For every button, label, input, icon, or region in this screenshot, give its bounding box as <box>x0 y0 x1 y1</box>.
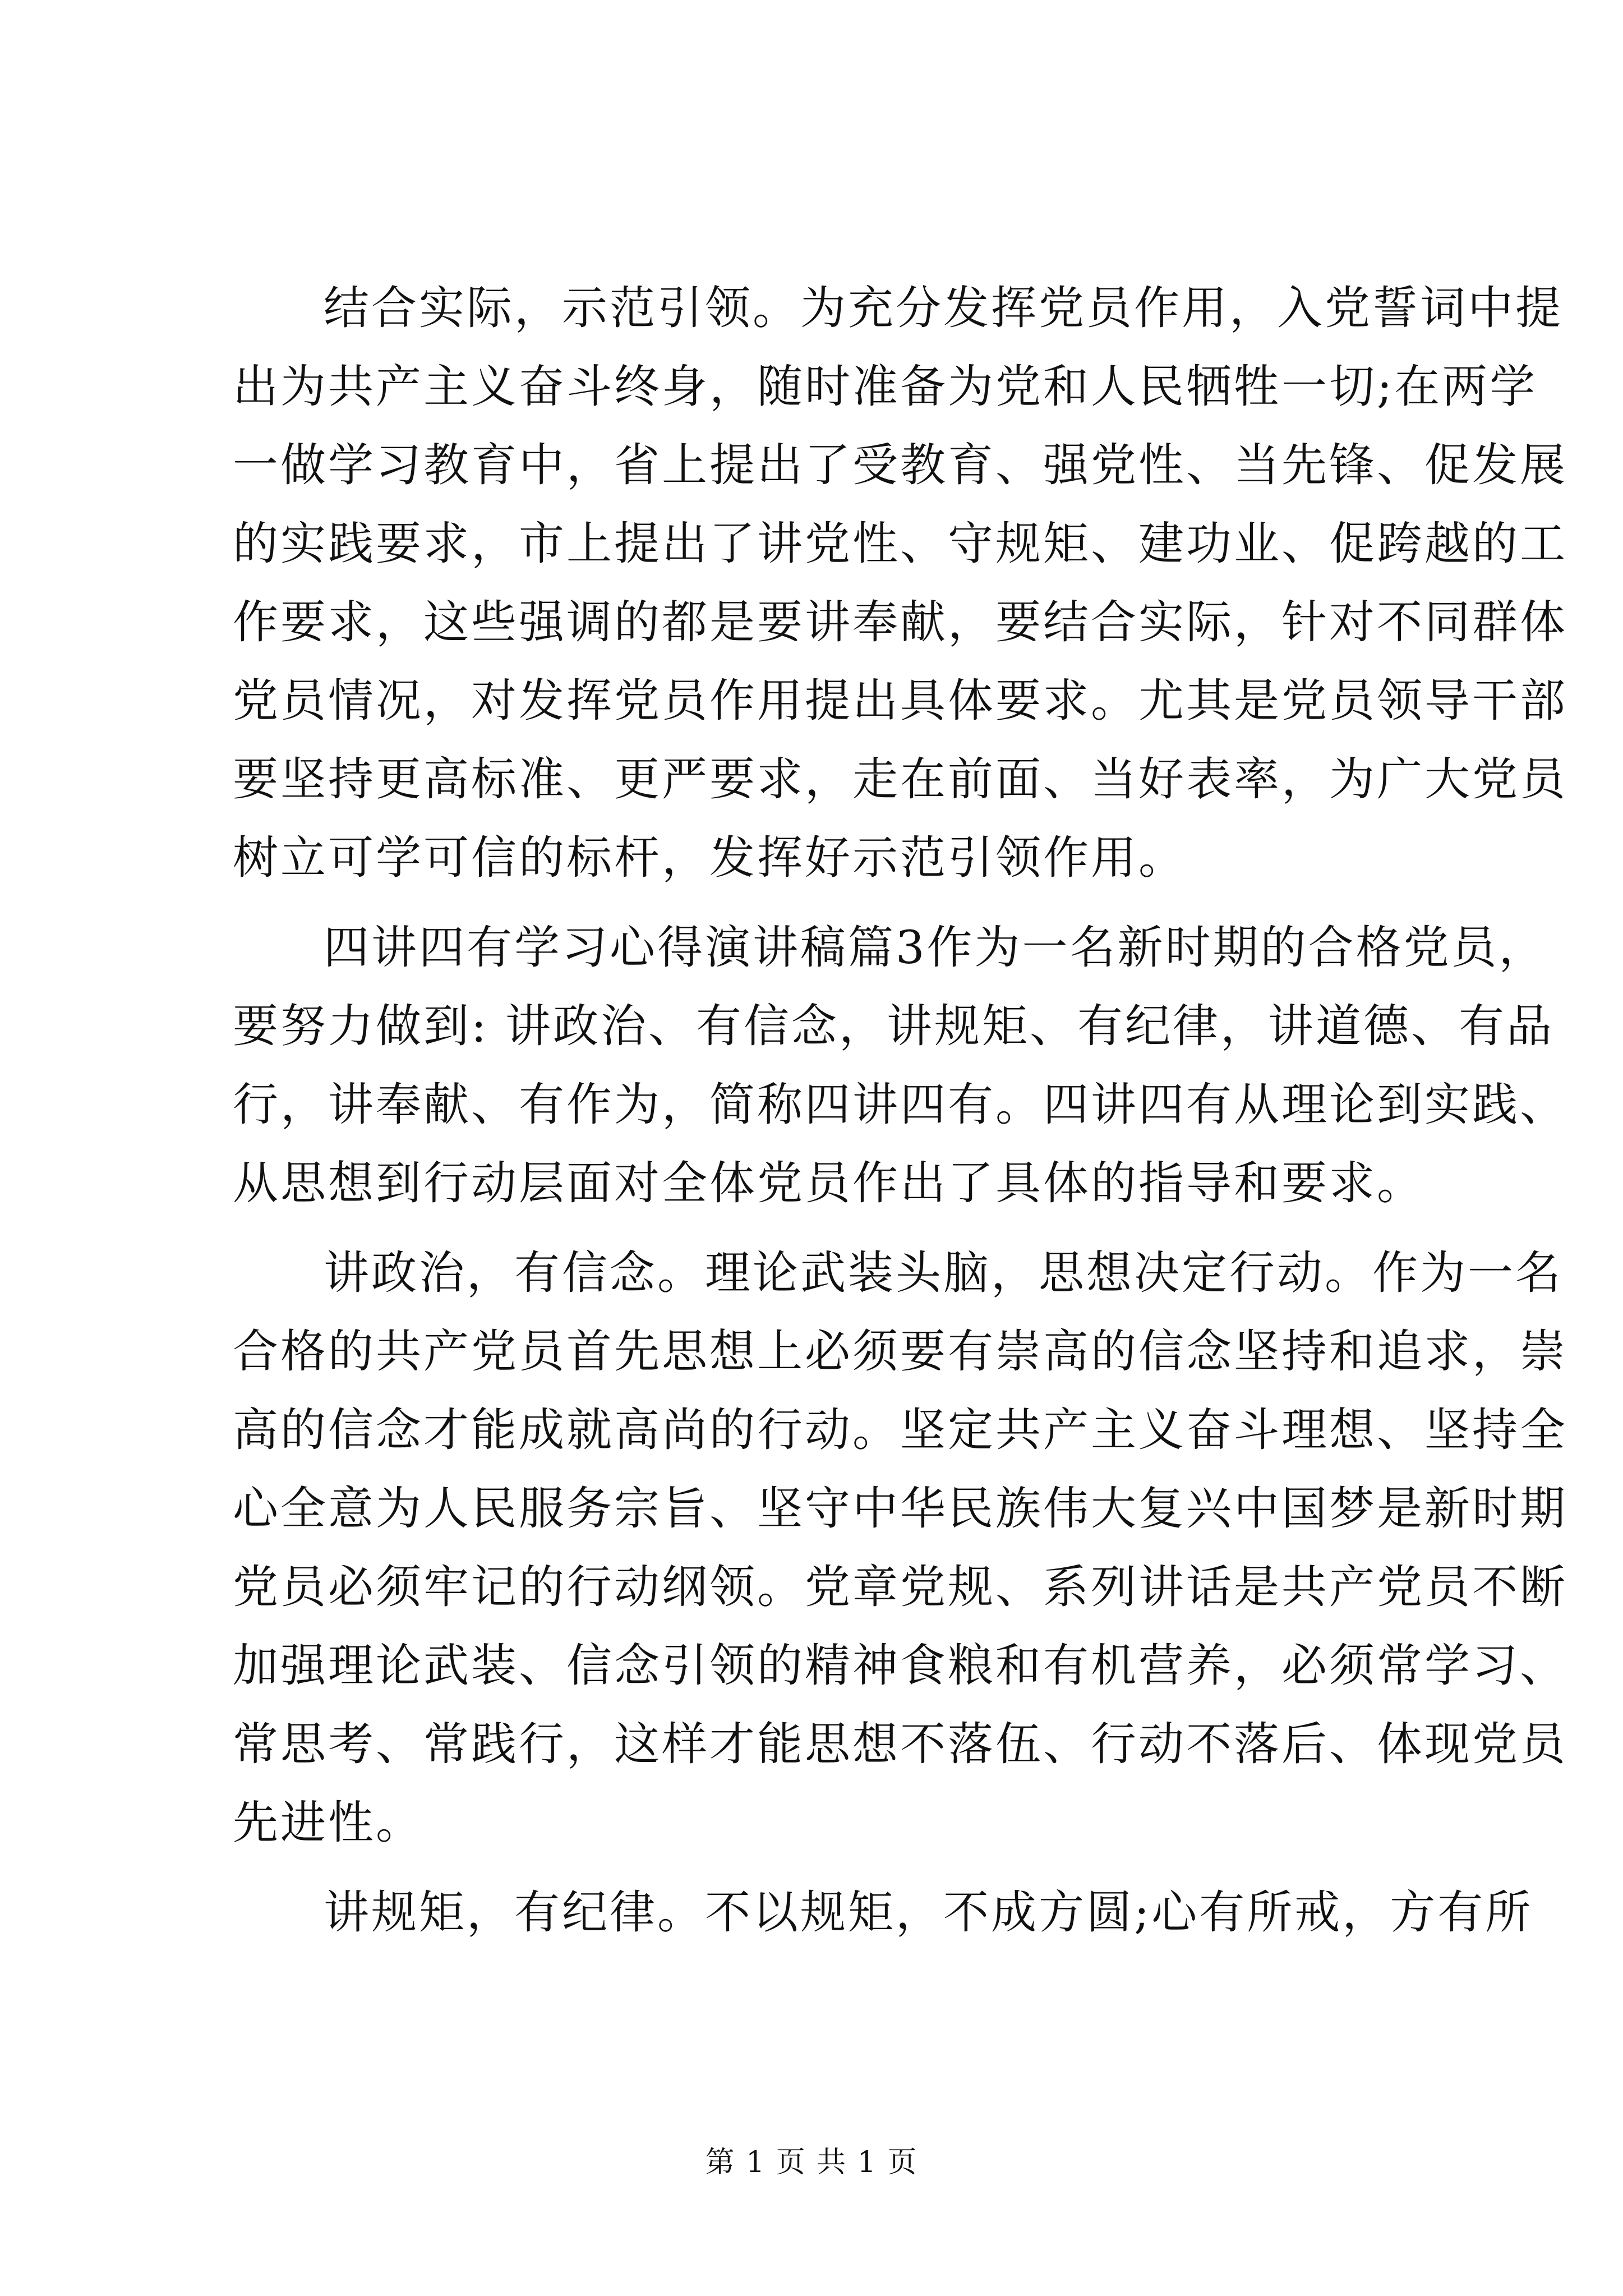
paragraph <box>233 1234 1568 1862</box>
text-line: 党员情况，对发挥党员作用提出具体要求。尤其是党员领导干部 <box>233 675 1568 728</box>
paragraph-gap <box>233 1862 1434 1874</box>
paragraph-gap <box>233 1223 1434 1234</box>
page-number-label: 第 1 页 共 1 页 <box>705 2146 918 2179</box>
paragraph <box>233 909 1568 1223</box>
text-line: 树立可学可信的标杆，发挥好示范引领作用。 <box>233 832 1187 885</box>
text-line: 一做学习教育中，省上提出了受教育、强党性、当先锋、促发展 <box>233 439 1568 492</box>
text-line: 要努力做到: 讲政治、有信念，讲规矩、有纪律，讲道德、有品 <box>233 1000 1555 1053</box>
text-line: 先进性。 <box>233 1797 424 1849</box>
text-line: 四讲四有学习心得演讲稿篇3作为一名新时期的合格党员， <box>324 922 1547 974</box>
text-line: 的实践要求，市上提出了讲党性、守规矩、建功业、促跨越的工 <box>233 518 1568 570</box>
text-line: 出为共产主义奋斗终身，随时准备为党和人民牺牲一切;在两学 <box>233 361 1538 413</box>
text-line: 加强理论武装、信念引领的精神食粮和有机营养，必须常学习、 <box>233 1640 1568 1692</box>
text-line: 讲政治，有信念。理论武装头脑，思想决定行动。作为一名 <box>324 1247 1564 1300</box>
paragraph <box>233 269 1568 898</box>
text-line: 作要求，这些强调的都是要讲奉献，要结合实际，针对不同群体 <box>233 596 1568 649</box>
document-body <box>233 269 1568 1952</box>
text-line: 从思想到行动层面对全体党员作出了具体的指导和要求。 <box>233 1157 1425 1210</box>
text-line: 结合实际，示范引领。为充分发挥党员作用，入党誓词中提 <box>324 282 1564 335</box>
text-line: 讲规矩，有纪律。不以规矩，不成方圆;心有所戒，方有所 <box>324 1887 1533 1939</box>
paragraph-gap <box>233 898 1434 909</box>
text-line: 心全意为人民服务宗旨、坚守中华民族伟大复兴中国梦是新时期 <box>233 1483 1568 1535</box>
page-footer <box>0 2138 1623 2180</box>
text-line: 行，讲奉献、有作为，简称四讲四有。四讲四有从理论到实践、 <box>233 1079 1568 1131</box>
text-line: 党员必须牢记的行动纲领。党章党规、系列讲话是共产党员不断 <box>233 1561 1568 1614</box>
text-line: 常思考、常践行，这样才能思想不落伍、行动不落后、体现党员 <box>233 1718 1568 1771</box>
paragraph <box>233 1874 1533 1952</box>
text-line: 高的信念才能成就高尚的行动。坚定共产主义奋斗理想、坚持全 <box>233 1404 1568 1457</box>
text-line: 要坚持更高标准、更严要求，走在前面、当好表率，为广大党员 <box>233 753 1568 806</box>
text-line: 合格的共产党员首先思想上必须要有崇高的信念坚持和追求，崇 <box>233 1326 1568 1378</box>
